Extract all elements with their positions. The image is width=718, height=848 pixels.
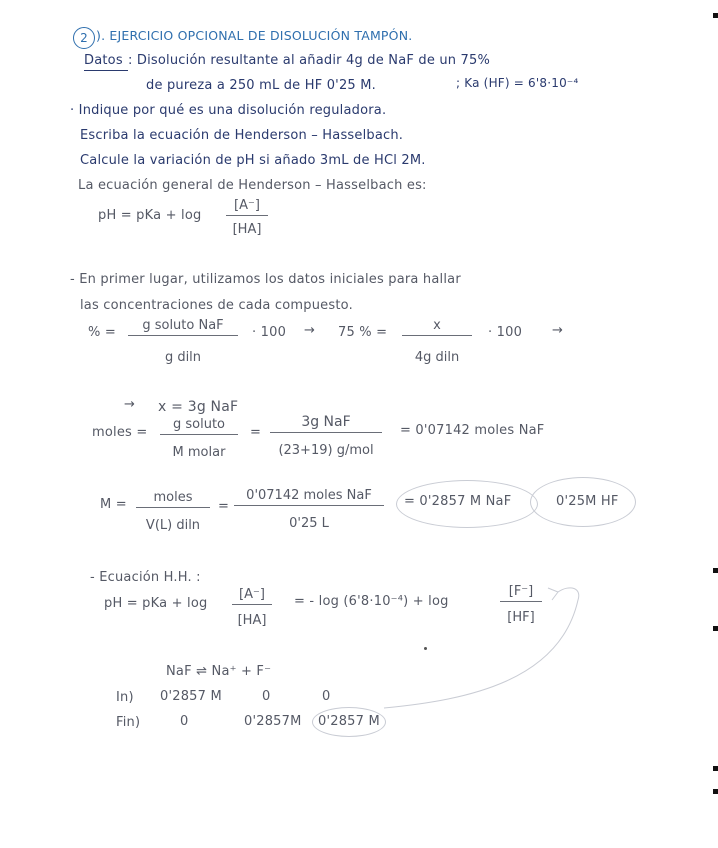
row-fin-na: 0'2857M — [244, 714, 302, 729]
dissociation-reaction: NaF ⇌ Na⁺ + F⁻ — [166, 664, 272, 679]
molarity-eq-result-hf: 0'25M HF — [556, 494, 619, 509]
datos-ka: ; Ka (HF) = 6'8·10⁻⁴ — [456, 76, 579, 90]
hh-heading: - Ecuación H.H. : — [90, 570, 201, 585]
hh-eq-mid: = - log (6'8·10⁻⁴) + log — [294, 594, 449, 609]
general-eq-lhs: pH = pKa + log — [98, 208, 202, 223]
hh-eq-num-2: [F⁻] — [500, 584, 542, 602]
percent-eq-den-2: 4g diln — [414, 350, 460, 365]
scan-mark — [713, 626, 718, 631]
datos-line-1: : Disolución resultante al añadir 4g de NaF de un 75% — [128, 53, 491, 68]
moles-eq-equals: = — [250, 425, 262, 440]
moles-eq-result: = 0'07142 moles NaF — [400, 423, 545, 438]
moles-eq-lhs: moles = — [92, 425, 148, 440]
hh-eq-num-1: [A⁻] — [232, 587, 272, 605]
hh-eq-den-1: [HA] — [237, 613, 267, 628]
general-eq-numerator: [A⁻] — [226, 198, 268, 216]
row-in-label: In) — [116, 690, 134, 705]
task-1: · Indique por qué es una disolución reguladora. — [70, 103, 387, 118]
moles-eq-num-2: 3g NaF — [270, 414, 382, 433]
ink-dot — [424, 647, 427, 650]
result-x-arrow: → — [124, 397, 136, 412]
molarity-eq-den-2: 0'25 L — [289, 516, 329, 531]
moles-eq-den-2: (23+19) g/mol — [278, 443, 374, 458]
scan-mark — [713, 13, 718, 18]
step1-line-1: - En primer lugar, utilizamos los datos iniciales para hallar — [70, 272, 461, 287]
exercise-number-circle: 2 — [73, 27, 95, 49]
row-in-f: 0 — [322, 689, 331, 704]
percent-eq-mult-2: · 100 — [488, 325, 523, 340]
row-in-na: 0 — [262, 689, 271, 704]
datos-line-2: de pureza a 250 mL de HF 0'25 M. — [146, 78, 376, 93]
step1-line-2: las concentraciones de cada compuesto. — [80, 298, 353, 313]
hh-eq-den-2: [HF] — [507, 610, 535, 625]
percent-eq-mult-1: · 100 — [252, 325, 287, 340]
hh-eq-lhs: pH = pKa + log — [104, 596, 208, 611]
molarity-eq-lhs: M = — [100, 497, 127, 512]
moles-eq-num-1: g soluto — [160, 417, 238, 435]
exercise-title: ). EJERCICIO OPCIONAL DE DISOLUCIÓN TAMPÓN. — [96, 28, 413, 43]
task-2: Escriba la ecuación de Henderson – Hasselbach. — [80, 128, 404, 143]
percent-eq-den-1: g diln — [164, 350, 202, 365]
percent-eq-lhs: % = — [88, 325, 116, 340]
percent-eq-mid: 75 % = — [338, 325, 388, 340]
row-in-naf: 0'2857 M — [160, 689, 222, 704]
result-x-text: x = 3g NaF — [158, 399, 239, 415]
molarity-eq-num-2: 0'07142 moles NaF — [234, 488, 384, 506]
percent-eq-arrow-1: → — [304, 323, 316, 338]
scan-mark — [713, 766, 718, 771]
molarity-eq-result-naf: = 0'2857 M NaF — [404, 494, 512, 509]
percent-eq-num-1: g soluto NaF — [128, 318, 238, 336]
scan-mark — [713, 568, 718, 573]
percent-eq-arrow-2: → — [552, 323, 564, 338]
percent-eq-num-2: x — [402, 318, 472, 336]
moles-eq-den-1: M molar — [172, 445, 226, 460]
molarity-eq-den-1: V(L) diln — [145, 518, 201, 533]
molarity-eq-equals: = — [218, 499, 230, 514]
row-fin-f: 0'2857 M — [318, 714, 380, 729]
row-fin-label: Fin) — [116, 715, 141, 730]
molarity-eq-num-1: moles — [136, 490, 210, 508]
general-eq-intro: La ecuación general de Henderson – Hasselbach es: — [78, 178, 427, 193]
row-fin-naf: 0 — [180, 714, 189, 729]
datos-label: Datos — [84, 53, 123, 68]
scan-mark — [713, 789, 718, 794]
task-3: Calcule la variación de pH si añado 3mL de HCl 2M. — [80, 153, 426, 168]
general-eq-denominator: [HA] — [232, 222, 262, 237]
